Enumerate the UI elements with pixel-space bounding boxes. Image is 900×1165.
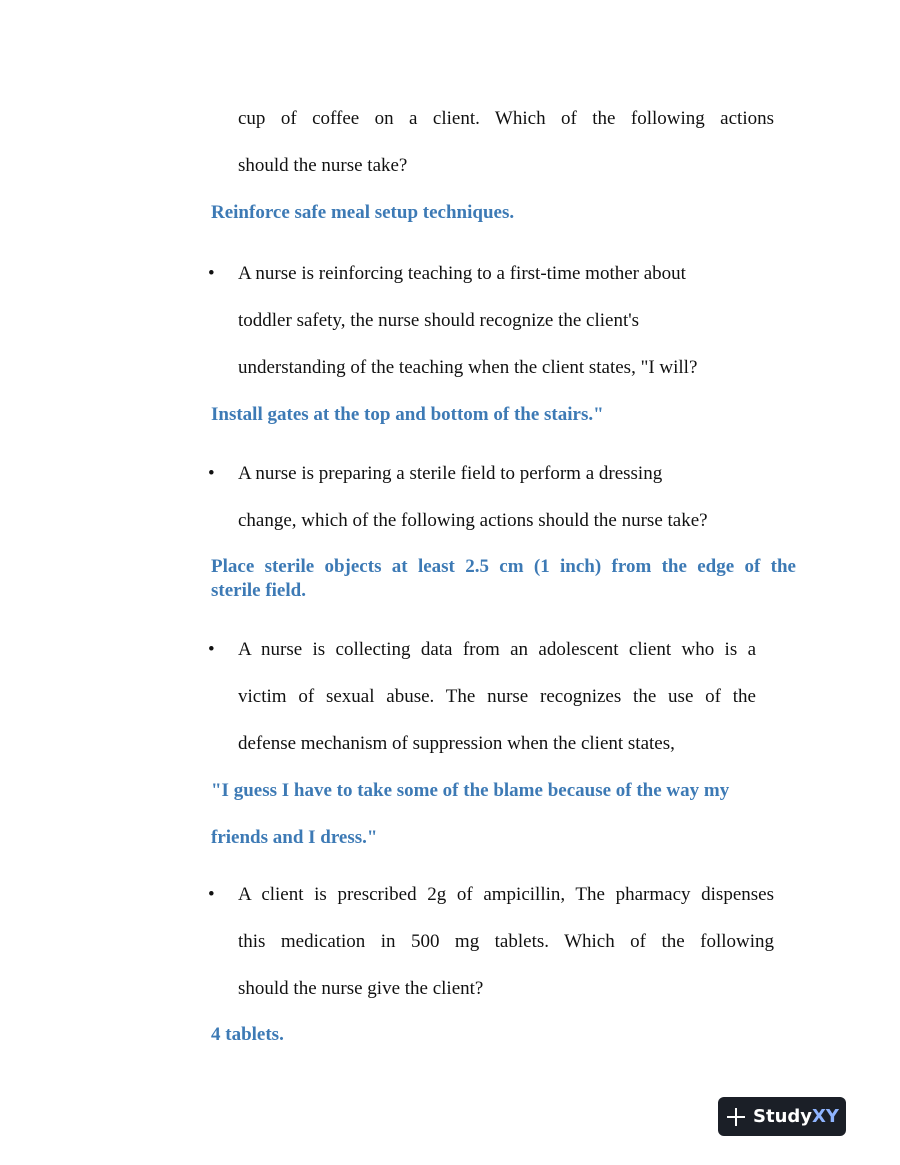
bullet-marker: • [208, 884, 215, 905]
question-line: A nurse is collecting data from an adolescent client who is a [238, 639, 756, 660]
question-line: cup of coffee on a client. Which of the following actions [238, 108, 774, 129]
answer-text [211, 555, 796, 603]
question-line: defense mechanism of suppression when the client states, [238, 733, 675, 754]
bullet-marker: • [208, 639, 215, 660]
question-text [238, 250, 774, 391]
answer-line: friends and I dress." [211, 827, 378, 848]
question-text [238, 95, 774, 189]
question-text [238, 450, 774, 544]
answer-line: 4 tablets. [211, 1024, 284, 1045]
bullet-marker: • [208, 463, 215, 484]
question-line: this medication in 500 mg tablets. Which of the following [238, 931, 774, 952]
answer-text [211, 403, 796, 427]
question-line: should the nurse give the client? [238, 978, 484, 999]
question-line: A nurse is reinforcing teaching to a first-time mother about [238, 263, 686, 284]
answer-text [211, 767, 796, 861]
bullet-marker: • [208, 263, 215, 284]
question-line: toddler safety, the nurse should recognize the client's [238, 310, 640, 331]
answer-line: "I guess I have to take some of the blame because of the way my [211, 780, 730, 801]
answer-line: Place sterile objects at least 2.5 cm (1 inch) from the edge of the [211, 556, 796, 577]
question-line: A nurse is preparing a sterile field to perform a dressing [238, 463, 663, 484]
question-line: should the nurse take? [238, 155, 408, 176]
answer-text [211, 1023, 796, 1047]
question-text [238, 626, 756, 767]
studyxy-logo[interactable] [718, 1097, 846, 1136]
question-line: A client is prescribed 2g of ampicillin, The pharmacy dispenses [238, 884, 774, 905]
question-line: change, which of the following actions should the nurse take? [238, 510, 708, 531]
question-line: understanding of the teaching when the client states, "I will? [238, 357, 698, 378]
answer-line: Reinforce safe meal setup techniques. [211, 202, 515, 223]
answer-line: Install gates at the top and bottom of the stairs." [211, 404, 604, 425]
answer-line: sterile field. [211, 580, 306, 601]
answer-text [211, 201, 796, 225]
logo-text: StudyXY [753, 1106, 839, 1127]
question-line: victim of sexual abuse. The nurse recognizes the use of the [238, 686, 756, 707]
question-text [238, 871, 774, 1012]
plus-icon [725, 1106, 747, 1128]
